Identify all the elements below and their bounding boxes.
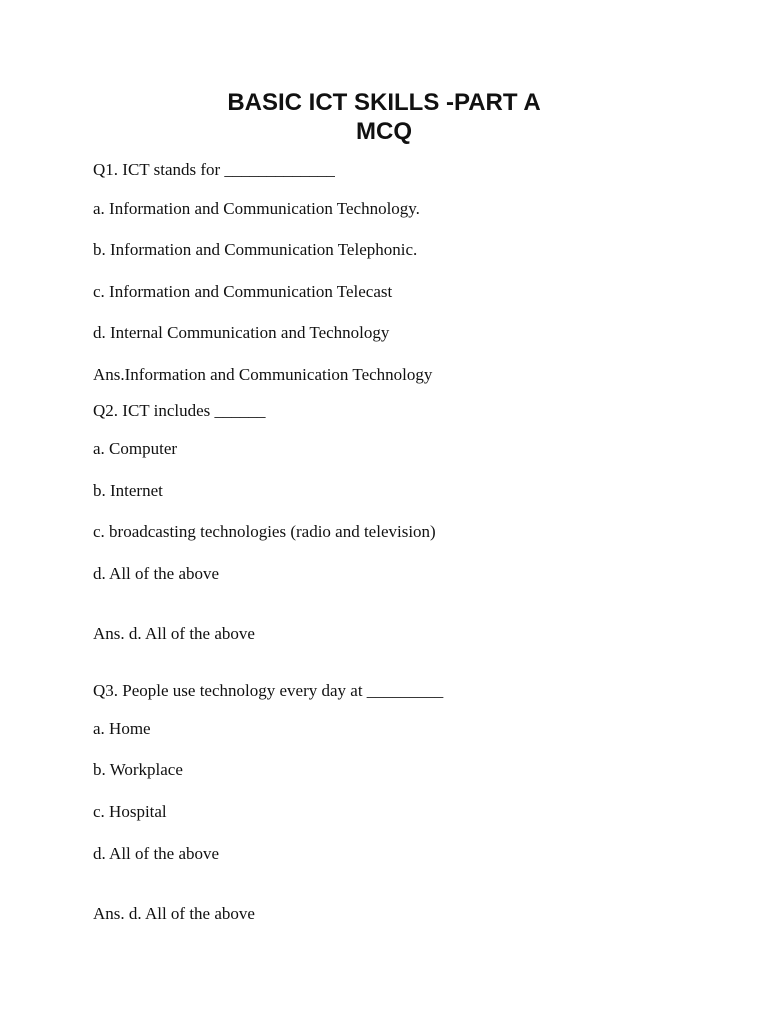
page-title: BASIC ICT SKILLS -PART A <box>227 89 541 116</box>
question-3-text: Q3. People use technology every day at _________ <box>93 681 444 700</box>
question-3-option-b: b. Workplace <box>93 760 183 779</box>
question-1-option-d: d. Internal Communication and Technology <box>93 323 390 342</box>
question-2-option-c: c. broadcasting technologies (radio and television) <box>93 522 436 541</box>
question-2-option-d: d. All of the above <box>93 564 220 583</box>
question-2-answer: Ans. d. All of the above <box>93 624 255 643</box>
question-1-answer: Ans.Information and Communication Technology <box>93 365 433 384</box>
question-1-option-b: b. Information and Communication Telephonic. <box>93 240 418 259</box>
question-3-answer: Ans. d. All of the above <box>93 904 255 923</box>
question-3-option-a: a. Home <box>93 719 151 738</box>
question-1-option-a: a. Information and Communication Technology. <box>93 199 420 218</box>
question-2-text: Q2. ICT includes ______ <box>93 401 266 420</box>
question-1-option-c: c. Information and Communication Telecast <box>93 282 393 301</box>
page-subtitle: MCQ <box>356 118 412 145</box>
question-3-option-d: d. All of the above <box>93 844 220 863</box>
question-1-text: Q1. ICT stands for _____________ <box>93 160 335 179</box>
question-2-option-b: b. Internet <box>93 481 163 500</box>
question-2-option-a: a. Computer <box>93 439 178 458</box>
question-3-option-c: c. Hospital <box>93 802 167 821</box>
